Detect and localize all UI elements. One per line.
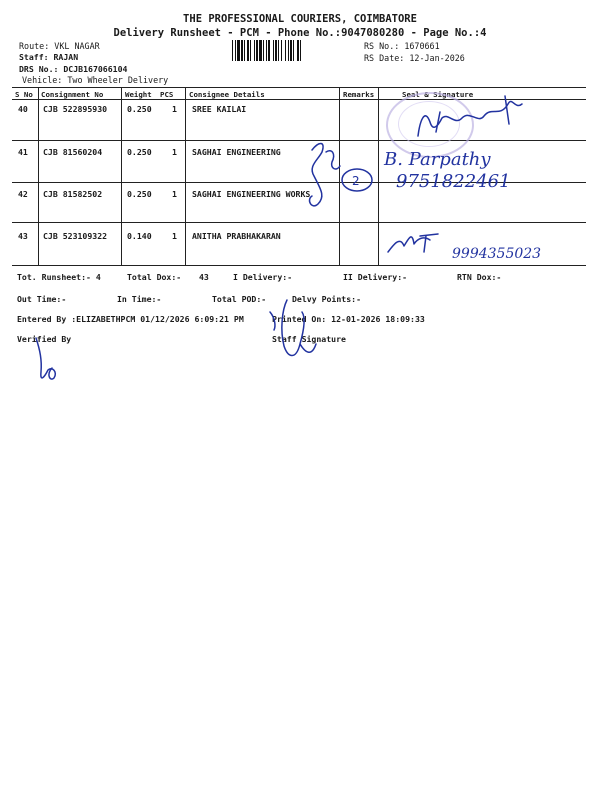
i-delivery: I Delivery:- xyxy=(233,272,293,282)
row-weight: 0.140 xyxy=(127,231,152,241)
printed-on: Printed On: 12-01-2026 18:09:33 xyxy=(272,314,425,324)
col-weight: Weight xyxy=(125,90,152,99)
row-consignment: CJB 522895930 xyxy=(43,104,108,114)
delvy-points: Delvy Points:- xyxy=(292,294,362,304)
staff-signature-mark xyxy=(282,300,316,356)
col-seal-signature: Seal & Signature xyxy=(402,90,474,99)
runsheet-subtitle: Delivery Runsheet - PCM - Phone No.:9047080280 - Page No.:4 xyxy=(113,27,487,39)
total-dox-value: 43 xyxy=(199,272,209,282)
rs-date: RS Date: 12-Jan-2026 xyxy=(364,53,465,63)
ii-delivery: II Delivery:- xyxy=(343,272,408,282)
row-pcs: 1 xyxy=(172,189,177,199)
row-pcs: 1 xyxy=(172,104,177,114)
col-pcs: PCS xyxy=(160,90,174,99)
verified-by: Verified By xyxy=(17,334,72,344)
col-consignment: Consignment No xyxy=(41,90,104,99)
row-pcs: 1 xyxy=(172,231,177,241)
drs-number: DRS No.: DCJB167066104 xyxy=(19,64,128,74)
row41-scribble xyxy=(310,144,340,206)
rtn-dox: RTN Dox:- xyxy=(457,272,502,282)
in-time: In Time:- xyxy=(117,294,162,304)
row-consignment: CJB 523109322 xyxy=(43,231,108,241)
row-weight: 0.250 xyxy=(127,147,152,157)
company-title: THE PROFESSIONAL COURIERS, COIMBATORE xyxy=(183,13,417,25)
entered-by: Entered By :ELIZABETHPCM 01/12/2026 6:09:21 PM xyxy=(17,314,244,324)
row-sno: 40 xyxy=(18,104,28,114)
vehicle-label: Vehicle: Two Wheeler Delivery xyxy=(22,75,169,85)
circled-count-digit: 2 xyxy=(352,174,360,188)
row-consignee: ANITHA PRABHAKARAN xyxy=(192,231,281,241)
staff-label: Staff: RAJAN xyxy=(19,52,79,62)
row-sno: 41 xyxy=(18,147,28,157)
total-pod: Total POD:- xyxy=(212,294,267,304)
verified-by-signature xyxy=(36,338,55,379)
row-consignee: SREE KAILAI xyxy=(192,104,247,114)
row43-signature xyxy=(388,234,438,252)
row-consignment: CJB 81560204 xyxy=(43,147,103,157)
row-sno: 43 xyxy=(18,231,28,241)
row41-phone: 9751822461 xyxy=(396,171,511,192)
row-pcs: 1 xyxy=(172,147,177,157)
col-consignee: Consignee Details xyxy=(189,90,265,99)
row-consignee: SAGHAI ENGINEERING WORKS xyxy=(192,189,311,199)
out-time: Out Time:- xyxy=(17,294,67,304)
route-label: Route: VKL NAGAR xyxy=(19,41,100,51)
row41-recipient-name: B. Parpathy xyxy=(384,149,491,170)
staff-signature-label: Staff Signature xyxy=(272,334,346,344)
row-consignment: CJB 81582502 xyxy=(43,189,103,199)
row43-phone: 9994355023 xyxy=(452,246,542,262)
tot-runsheet: Tot. Runsheet:- 4 xyxy=(17,272,101,282)
total-dox-label: Total Dox:- xyxy=(127,272,182,282)
row-sno: 42 xyxy=(18,189,28,199)
row-weight: 0.250 xyxy=(127,104,152,114)
row-consignee: SAGHAI ENGINEERING xyxy=(192,147,281,157)
col-sno: S No xyxy=(15,90,33,99)
row-weight: 0.250 xyxy=(127,189,152,199)
col-remarks: Remarks xyxy=(343,90,375,99)
rs-number: RS No.: 1670661 xyxy=(364,41,440,51)
